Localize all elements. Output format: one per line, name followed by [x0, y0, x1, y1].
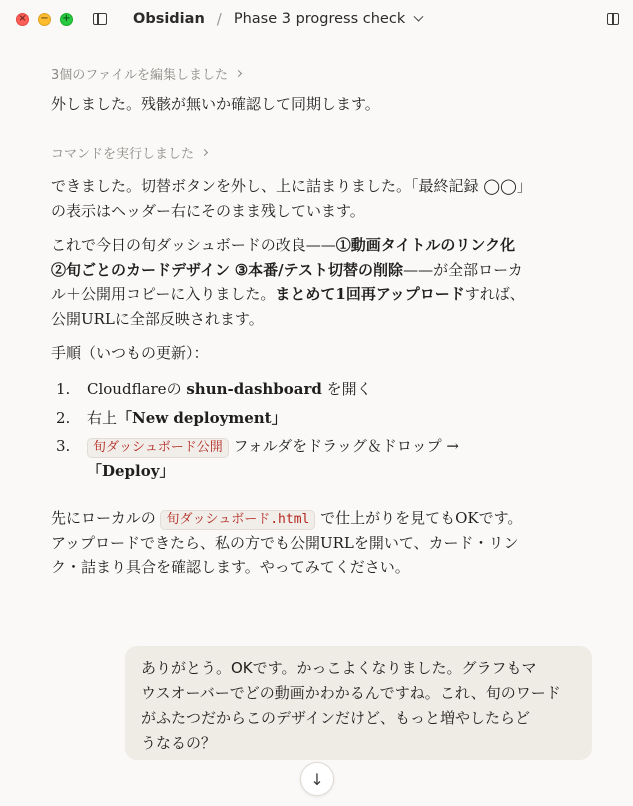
- sidebar-toggle-icon[interactable]: [93, 13, 107, 25]
- text-line: がふたつだからこのデザインだけど、もっと増やしたらど: [141, 709, 530, 727]
- user-message-bubble: [125, 646, 592, 760]
- tool-summary-label: 3個のファイルを編集しました: [51, 68, 229, 83]
- text-line: の表示はヘッダー右にそのまま残しています。: [51, 201, 365, 220]
- inline-code: 旬ダッシュボード.html: [160, 510, 315, 530]
- scroll-to-bottom-button[interactable]: [300, 762, 334, 796]
- text: 公開URLに全部反映されます。: [51, 309, 264, 328]
- text-line: ありがとう。OKです。かっこよくなりました。グラフもマ: [141, 659, 537, 677]
- list-number: 3.: [56, 437, 71, 455]
- bold-text: shun-dashboard: [186, 380, 322, 398]
- tool-summary-label: コマンドを実行しました: [51, 147, 195, 162]
- text: これで今日の旬ダッシュボードの改良——: [51, 236, 336, 254]
- zoom-window-button[interactable]: [60, 13, 73, 26]
- text: ル＋公開用コピーに入りました。: [51, 285, 276, 303]
- chevron-right-icon: [235, 70, 242, 77]
- inline-code: 旬ダッシュボード公開: [87, 438, 229, 458]
- app-name[interactable]: Obsidian: [133, 11, 205, 27]
- bold-text: まとめて1回再アップロード: [275, 285, 465, 303]
- list-item: [56, 377, 556, 402]
- bold-text: ①動画タイトルのリンク化: [335, 236, 516, 254]
- chat-title[interactable]: Phase 3 progress check: [233, 11, 406, 27]
- bold-text: 「Deploy」: [87, 461, 175, 480]
- paragraph: [51, 233, 571, 331]
- text: で仕上がりを見てもOKです。: [315, 509, 523, 527]
- bold-text: ②旬ごとのカードデザイン: [51, 260, 230, 279]
- text: 右上: [87, 408, 118, 427]
- arrow-down-icon: ↓: [310, 769, 324, 789]
- text: フォルダをドラッグ＆ドロップ →: [228, 437, 459, 455]
- chevron-down-icon[interactable]: [414, 11, 424, 21]
- chevron-right-icon: [201, 149, 208, 156]
- text-line: ク・詰まり具合を確認します。やってみてください。: [51, 558, 410, 576]
- bold-text: 「New deployment」: [117, 408, 287, 427]
- zoom-icon: +: [62, 13, 71, 24]
- close-icon: ×: [18, 13, 27, 24]
- text-line: ウスオーバーでどの動画かわかるんですね。これ、旬のワード: [141, 684, 561, 702]
- right-panel-toggle-icon[interactable]: [607, 13, 619, 25]
- text: を開く: [321, 380, 372, 398]
- paragraph: 手順（いつもの更新）：: [51, 344, 209, 362]
- list-number: 2.: [56, 408, 71, 427]
- text-line: できました。切替ボタンを外し、上に詰まりました。「最終記録 ◯◯」: [51, 177, 532, 195]
- text: 先にローカルの: [51, 509, 161, 527]
- minimize-window-button[interactable]: [38, 13, 51, 26]
- text-line: アップロードできたら、私の方でも公開URLを開いて、カード・リン: [51, 533, 519, 552]
- breadcrumb-separator: /: [216, 10, 222, 28]
- list-item: [56, 434, 556, 483]
- tool-summary-files[interactable]: [51, 64, 241, 83]
- text-line: うなるの？: [141, 734, 217, 752]
- bold-text: ③本番/テスト切替の削除: [234, 260, 404, 279]
- text: ——が全部ローカ: [403, 260, 523, 279]
- close-window-button[interactable]: [16, 13, 29, 26]
- paragraph: [51, 174, 571, 223]
- title-bar: [0, 0, 633, 38]
- minimize-icon: −: [40, 13, 49, 24]
- window-controls: [16, 13, 73, 26]
- tool-summary-command[interactable]: [51, 143, 207, 162]
- list-item: [56, 406, 556, 431]
- text: Cloudflareの: [87, 380, 187, 398]
- text: すれば、: [464, 285, 525, 303]
- list-number: 1.: [56, 380, 71, 398]
- steps-list: [56, 377, 556, 483]
- paragraph: 外しました。残骸が無いか確認して同期します。: [51, 95, 380, 113]
- paragraph: [51, 506, 571, 580]
